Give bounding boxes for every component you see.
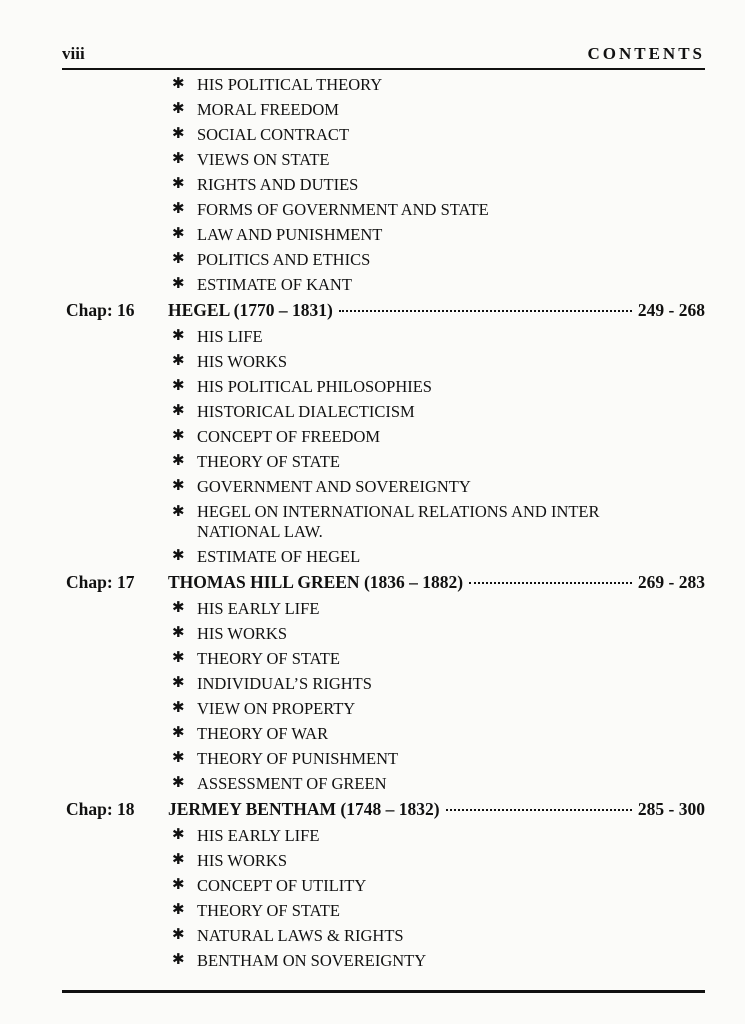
- toc-item-text: CONCEPT OF UTILITY: [197, 876, 367, 895]
- chapter-heading: [168, 569, 705, 596]
- chapter-page-range: 269 - 283: [637, 572, 705, 592]
- toc-item-text: VIEW ON PROPERTY: [197, 699, 356, 718]
- toc-item: [62, 147, 705, 172]
- toc-item: [62, 222, 705, 247]
- asterisk-bullet-icon: ✱: [172, 378, 185, 394]
- toc-item-text: THEORY OF PUNISHMENT: [197, 749, 399, 768]
- asterisk-bullet-icon: ✱: [172, 675, 185, 691]
- asterisk-bullet-icon: ✱: [172, 775, 185, 791]
- toc-item-text: HIS LIFE: [197, 327, 263, 346]
- asterisk-bullet-icon: ✱: [172, 625, 185, 641]
- asterisk-bullet-icon: ✱: [172, 504, 185, 520]
- toc-item-text: VIEWS ON STATE: [197, 150, 330, 169]
- asterisk-bullet-icon: ✱: [172, 453, 185, 469]
- toc-item: [62, 449, 705, 474]
- toc-item: [62, 272, 705, 297]
- asterisk-bullet-icon: ✱: [172, 902, 185, 918]
- page-number: viii: [62, 44, 85, 63]
- toc-item: [62, 424, 705, 449]
- asterisk-bullet-icon: ✱: [172, 251, 185, 267]
- toc-item: [62, 324, 705, 349]
- asterisk-bullet-icon: ✱: [172, 428, 185, 444]
- toc-item-text: INDIVIDUAL’S RIGHTS: [197, 674, 372, 693]
- toc-item-text: ASSESSMENT OF GREEN: [197, 774, 387, 793]
- asterisk-bullet-icon: ✱: [172, 101, 185, 117]
- toc-item: [62, 72, 705, 97]
- toc-item-text: HIS EARLY LIFE: [197, 599, 320, 618]
- asterisk-bullet-icon: ✱: [172, 548, 185, 564]
- toc-item-text: NATURAL LAWS & RIGHTS: [197, 926, 404, 945]
- toc-item-text: THEORY OF STATE: [197, 901, 340, 920]
- toc-item: [62, 848, 705, 873]
- toc-item: [62, 172, 705, 197]
- dot-leader: [339, 309, 632, 312]
- table-of-contents: [62, 72, 705, 973]
- toc-item: [62, 197, 705, 222]
- toc-item: [62, 923, 705, 948]
- chapter-title: THOMAS HILL GREEN (1836 – 1882): [168, 572, 464, 592]
- toc-item-text: HIS POLITICAL THEORY: [197, 75, 383, 94]
- chapter-title: HEGEL (1770 – 1831): [168, 300, 333, 320]
- toc-item: [62, 948, 705, 973]
- toc-item-text: POLITICS AND ETHICS: [197, 250, 371, 269]
- toc-chapter-row: [62, 297, 705, 324]
- toc-chapter-row: [62, 796, 705, 823]
- footer-rule: [62, 990, 705, 993]
- toc-item: [62, 646, 705, 671]
- asterisk-bullet-icon: ✱: [172, 151, 185, 167]
- running-title: CONTENTS: [587, 44, 705, 63]
- toc-item-text: LAW AND PUNISHMENT: [197, 225, 383, 244]
- toc-item-text: GOVERNMENT AND SOVEREIGNTY: [197, 477, 471, 496]
- toc-item-text: CONCEPT OF FREEDOM: [197, 427, 381, 446]
- toc-item: [62, 374, 705, 399]
- toc-item: [62, 721, 705, 746]
- toc-item-text: HEGEL ON INTERNATIONAL RELATIONS AND INTER NATIONAL LAW.: [197, 502, 600, 541]
- toc-item-text: HIS WORKS: [197, 851, 288, 870]
- asterisk-bullet-icon: ✱: [172, 353, 185, 369]
- toc-chapter-row: [62, 569, 705, 596]
- toc-item: [62, 823, 705, 848]
- asterisk-bullet-icon: ✱: [172, 600, 185, 616]
- chapter-label: Chap: 17: [66, 572, 135, 592]
- asterisk-bullet-icon: ✱: [172, 403, 185, 419]
- chapter-page-range: 249 - 268: [637, 300, 705, 320]
- toc-item-text: THEORY OF WAR: [197, 724, 329, 743]
- toc-item: [62, 898, 705, 923]
- chapter-label: Chap: 16: [66, 300, 135, 320]
- toc-item-text: RIGHTS AND DUTIES: [197, 175, 359, 194]
- toc-item: [62, 399, 705, 424]
- asterisk-bullet-icon: ✱: [172, 126, 185, 142]
- toc-item: [62, 671, 705, 696]
- asterisk-bullet-icon: ✱: [172, 276, 185, 292]
- asterisk-bullet-icon: ✱: [172, 927, 185, 943]
- chapter-heading: [168, 796, 705, 823]
- page-header: [62, 44, 705, 66]
- asterisk-bullet-icon: ✱: [172, 700, 185, 716]
- toc-item: [62, 746, 705, 771]
- toc-item-text: HISTORICAL DIALECTICISM: [197, 402, 415, 421]
- toc-item: [62, 621, 705, 646]
- toc-item: [62, 349, 705, 374]
- toc-item: [62, 873, 705, 898]
- toc-item: [62, 544, 705, 569]
- toc-item-text: HIS WORKS: [197, 624, 288, 643]
- toc-item-text: FORMS OF GOVERNMENT AND STATE: [197, 200, 489, 219]
- asterisk-bullet-icon: ✱: [172, 952, 185, 968]
- dot-leader: [469, 581, 632, 584]
- toc-item-text: THEORY OF STATE: [197, 649, 340, 668]
- toc-item-text: MORAL FREEDOM: [197, 100, 339, 119]
- chapter-title: JERMEY BENTHAM (1748 – 1832): [168, 799, 440, 819]
- asterisk-bullet-icon: ✱: [172, 76, 185, 92]
- toc-item: [62, 474, 705, 499]
- toc-item: [62, 596, 705, 621]
- chapter-page-range: 285 - 300: [637, 799, 705, 819]
- asterisk-bullet-icon: ✱: [172, 650, 185, 666]
- toc-item: [62, 247, 705, 272]
- chapter-label: Chap: 18: [66, 799, 135, 819]
- toc-item: [62, 771, 705, 796]
- toc-item: [62, 97, 705, 122]
- toc-item-text: HIS EARLY LIFE: [197, 826, 320, 845]
- dot-leader: [446, 808, 632, 811]
- asterisk-bullet-icon: ✱: [172, 176, 185, 192]
- asterisk-bullet-icon: ✱: [172, 201, 185, 217]
- chapter-heading: [168, 297, 705, 324]
- toc-item-text: HIS POLITICAL PHILOSOPHIES: [197, 377, 432, 396]
- asterisk-bullet-icon: ✱: [172, 827, 185, 843]
- header-rule: [62, 68, 705, 70]
- asterisk-bullet-icon: ✱: [172, 750, 185, 766]
- toc-item-text: SOCIAL CONTRACT: [197, 125, 350, 144]
- asterisk-bullet-icon: ✱: [172, 328, 185, 344]
- asterisk-bullet-icon: ✱: [172, 478, 185, 494]
- toc-item: [62, 122, 705, 147]
- toc-item-text: ESTIMATE OF KANT: [197, 275, 352, 294]
- toc-item-text: BENTHAM ON SOVEREIGNTY: [197, 951, 427, 970]
- asterisk-bullet-icon: ✱: [172, 725, 185, 741]
- asterisk-bullet-icon: ✱: [172, 226, 185, 242]
- asterisk-bullet-icon: ✱: [172, 877, 185, 893]
- asterisk-bullet-icon: ✱: [172, 852, 185, 868]
- toc-item: [62, 499, 682, 544]
- toc-item: [62, 696, 705, 721]
- toc-item-text: THEORY OF STATE: [197, 452, 340, 471]
- toc-item-text: HIS WORKS: [197, 352, 288, 371]
- toc-item-text: ESTIMATE OF HEGEL: [197, 547, 361, 566]
